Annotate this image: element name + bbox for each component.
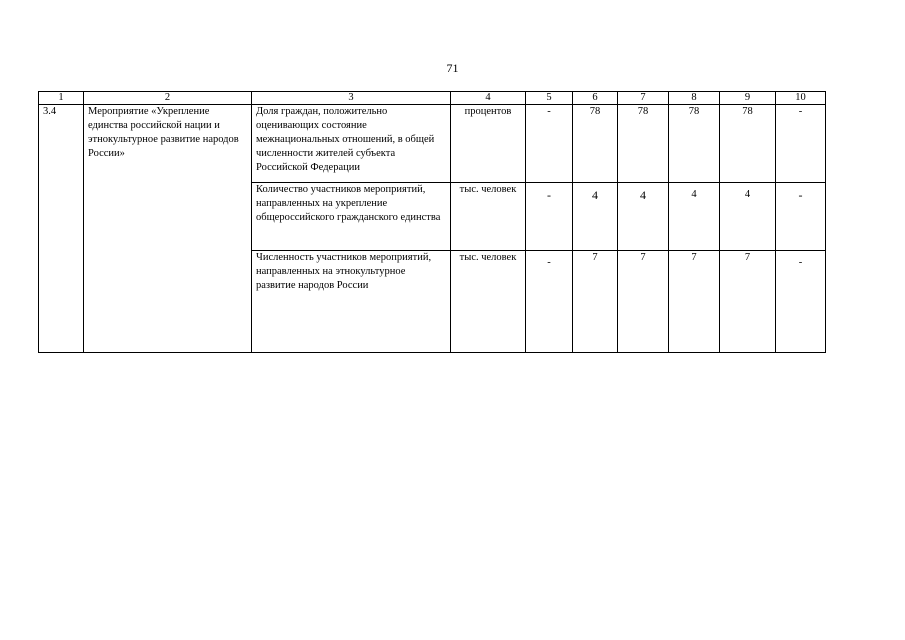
row-number-cell: 3.4 xyxy=(39,105,84,353)
value-cell-7: 4 xyxy=(618,183,669,251)
table-row xyxy=(39,105,826,183)
value-cell-10: - xyxy=(776,105,826,183)
indicator-cell: Количество участников мероприятий, направленных на укрепление общероссийского гражданского единства xyxy=(252,183,451,251)
indicators-table xyxy=(38,91,826,353)
value-cell-6: 7 xyxy=(573,251,618,353)
value-cell-8: 7 xyxy=(669,251,720,353)
value-cell-5: - xyxy=(526,105,573,183)
value-cell-9: 7 xyxy=(720,251,776,353)
indicator-cell: Доля граждан, положительно оценивающих состояние межнациональных отношений, в общей численности жителей субъекта Российской Федерации xyxy=(252,105,451,183)
column-header-1: 1 xyxy=(39,92,84,105)
column-header-9: 9 xyxy=(720,92,776,105)
value-cell-10: - xyxy=(776,251,826,353)
header-row xyxy=(39,92,826,105)
column-header-10: 10 xyxy=(776,92,826,105)
column-header-7: 7 xyxy=(618,92,669,105)
value-cell-5: - xyxy=(526,183,573,251)
value-cell-5: - xyxy=(526,251,573,353)
unit-cell: процентов xyxy=(451,105,526,183)
value-cell-7: 78 xyxy=(618,105,669,183)
value-cell-6: 4 xyxy=(573,183,618,251)
value-cell-8: 4 xyxy=(669,183,720,251)
value-cell-8: 78 xyxy=(669,105,720,183)
value-cell-7: 7 xyxy=(618,251,669,353)
column-header-6: 6 xyxy=(573,92,618,105)
value-cell-9: 4 xyxy=(720,183,776,251)
column-header-3: 3 xyxy=(252,92,451,105)
column-header-5: 5 xyxy=(526,92,573,105)
indicator-cell: Численность участников мероприятий, направленных на этнокультурное развитие народов России xyxy=(252,251,451,353)
unit-cell: тыс. человек xyxy=(451,251,526,353)
page-number: 71 xyxy=(446,61,459,75)
column-header-2: 2 xyxy=(84,92,252,105)
event-name-cell: Мероприятие «Укрепление единства российской нации и этнокультурное развитие народов России» xyxy=(84,105,252,353)
value-cell-10: - xyxy=(776,183,826,251)
value-cell-9: 78 xyxy=(720,105,776,183)
unit-cell: тыс. человек xyxy=(451,183,526,251)
column-header-8: 8 xyxy=(669,92,720,105)
column-header-4: 4 xyxy=(451,92,526,105)
value-cell-6: 78 xyxy=(573,105,618,183)
